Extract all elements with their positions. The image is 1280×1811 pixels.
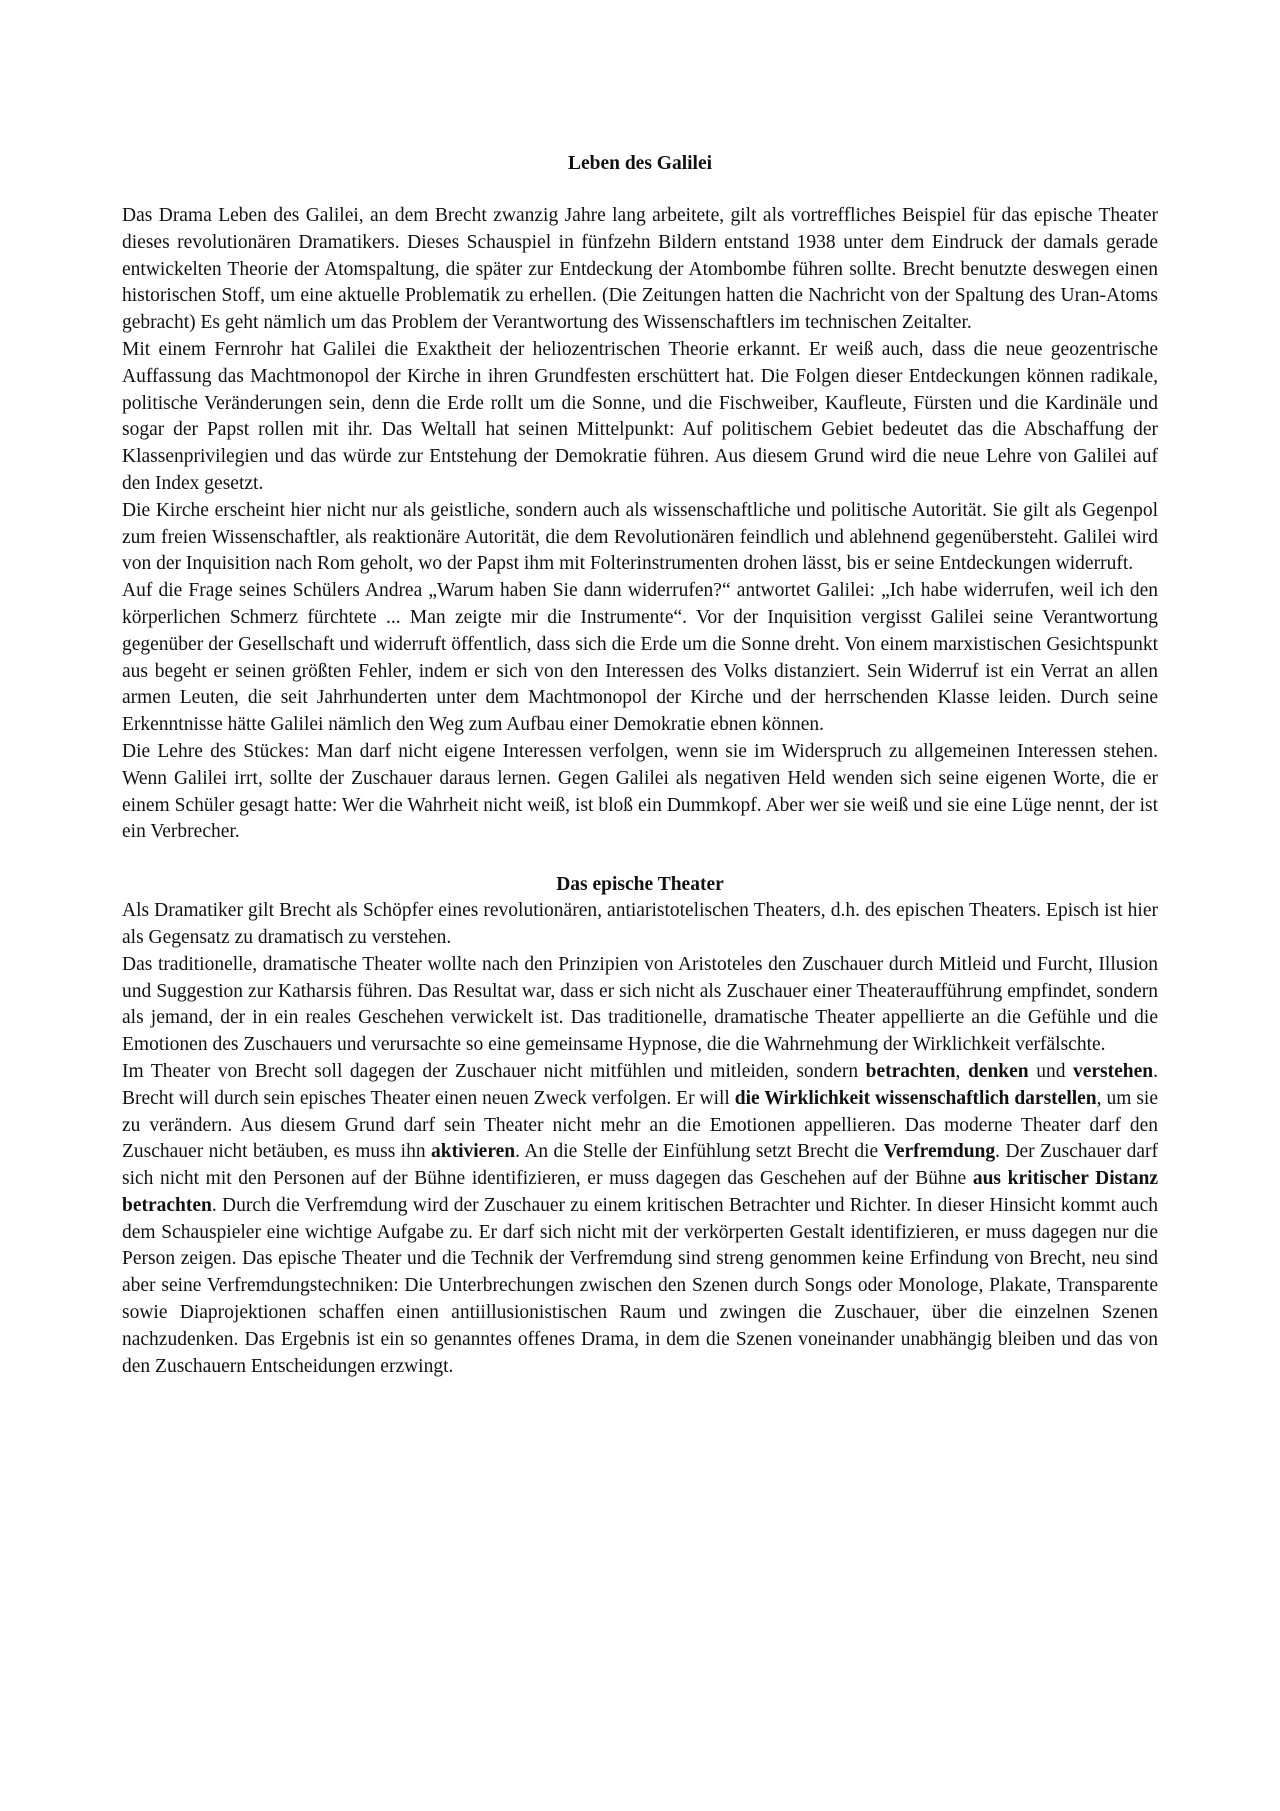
section-episches-theater	[122, 898, 1158, 1380]
paragraph	[122, 1059, 1158, 1381]
text-run: . An die Stelle der Einfühlung setzt Brecht die	[515, 1141, 884, 1163]
paragraph	[122, 578, 1158, 739]
text-run: und	[1028, 1060, 1073, 1082]
bold-term: verstehen	[1072, 1060, 1154, 1082]
text-run: Das traditionelle, dramatische Theater wollte nach den Prinzipien von Aristoteles den Zuschauer durch Mitleid und Furcht, Illusion und Suggestion zur Katharsis führen. Das Resultat war, dass er sich nicht als Zuschauer einer Theateraufführung empfindet, sondern als jemand, der in ein reales Geschehen verwickelt ist. Das traditionelle, dramatische Theater appellierte an die Gefühle und die Emotionen des Zuschauers und verursachte so eine gemeinsame Hypnose, die die Wahrnehmung der Wirklichkeit verfälschte.	[122, 953, 1158, 1056]
bold-term: betrachten	[865, 1060, 956, 1082]
paragraph	[122, 498, 1158, 578]
bold-term: aktivieren	[430, 1141, 516, 1163]
text-run: ,	[955, 1060, 968, 1082]
document-title: Leben des Galilei	[567, 153, 713, 174]
paragraph	[122, 739, 1158, 846]
bold-term: aus kritischer Distanz betrachten	[122, 1168, 1158, 1216]
bold-term: denken	[967, 1060, 1029, 1082]
text-run: , um sie zu verändern. Aus diesem Grund darf sein Theater nicht mehr an die Emotionen appellieren. Das moderne Theater darf den Zuschauer nicht betäuben, es muss ihn	[122, 1087, 1158, 1163]
text-run: Mit einem Fernrohr hat Galilei die Exaktheit der heliozentrischen Theorie erkannt. Er weiß auch, dass die neue geozentrische Auffassung das Machtmonopol der Kirche in ihren Grundfesten erschüttert hat. Die Folgen dieser Entdeckungen können radikale, politische Veränderungen sein, denn die Erde rollt um die Sonne, und die Fischweiber, Kaufleute, Fürsten und die Kardinäle und sogar der Papst rollen mit ihr. Das Weltall hat seinen Mittelpunkt: Auf politischem Gebiet bedeutet das die Abschaffung der Klassenprivilegien und das würde zur Entstehung der Demokratie führen. Aus diesem Grund wird die neue Lehre von Galilei auf den Index gesetzt.	[122, 338, 1158, 494]
paragraph	[122, 337, 1158, 498]
paragraph	[122, 203, 1158, 337]
text-run: . Durch die Verfremdung wird der Zuschauer zu einem kritischen Betrachter und Richter. In dieser Hinsicht kommt auch dem Schauspieler eine wichtige Aufgabe zu. Er darf sich nicht mit der verkörperten Gestalt identifizieren, er muss dagegen nur die Person zeigen. Das epische Theater und die Technik der Verfremdung sind streng genommen keine Erfindung von Brecht, neu sind aber seine Verfremdungstechniken: Die Unterbrechungen zwischen den Szenen durch Songs oder Monologe, Plakate, Transparente sowie Diaprojektionen schaffen einen antiillusionistischen Raum und zwingen die Zuschauer, über die einzelnen Szenen nachzudenken. Das Ergebnis ist ein so genanntes offenes Drama, in dem die Szenen voneinander unabhängig bleiben und das von den Zuschauern Entscheidungen erzwingt.	[122, 1194, 1158, 1377]
text-run: Im Theater von Brecht soll dagegen der Zuschauer nicht mitfühlen und mitleiden, sondern	[122, 1060, 866, 1082]
section-leben-des-galilei	[122, 203, 1158, 846]
text-run: Die Lehre des Stückes: Man darf nicht eigene Interessen verfolgen, wenn sie im Widerspruch zu allgemeinen Interessen stehen. Wenn Galilei irrt, sollte der Zuschauer daraus lernen. Gegen Galilei als negativen Held wenden sich seine eigenen Worte, die er einem Schüler gesagt hatte: Wer die Wahrheit nicht weiß, ist bloß ein Dummkopf. Aber wer sie weiß und sie eine Lüge nennt, der ist ein Verbrecher.	[122, 740, 1158, 843]
text-run: Als Dramatiker gilt Brecht als Schöpfer eines revolutionären, antiaristotelischen Theaters, d.h. des epischen Theaters. Episch ist hier als Gegensatz zu dramatisch zu verstehen.	[122, 900, 1158, 948]
bold-term: die Wirklichkeit wissenschaftlich darstellen	[734, 1087, 1097, 1109]
paragraph	[122, 898, 1158, 952]
document-page	[122, 150, 1158, 1380]
text-run: . Brecht will durch sein episches Theater einen neuen Zweck verfolgen. Er will	[122, 1060, 1159, 1109]
text-run: . Der Zuschauer darf sich nicht mit den Personen auf der Bühne identifizieren, er muss dagegen das Geschehen auf der Bühne	[122, 1141, 1158, 1190]
paragraph	[122, 952, 1158, 1059]
text-run: Die Kirche erscheint hier nicht nur als geistliche, sondern auch als wissenschaftliche und politische Autorität. Sie gilt als Gegenpol zum freien Wissenschaftler, als reaktionäre Autorität, die dem Revolutionären feindlich und ablehnend gegenübersteht. Galilei wird von der Inquisition nach Rom geholt, wo der Papst ihm mit Folterinstrumenten drohen lässt, bis er seine Entdeckungen widerruft.	[122, 499, 1158, 575]
bold-term: Verfremdung	[883, 1141, 996, 1163]
text-run: Das Drama Leben des Galilei, an dem Brecht zwanzig Jahre lang arbeitete, gilt als vortreffliches Beispiel für das epische Theater dieses revolutionären Dramatikers. Dieses Schauspiel in fünfzehn Bildern entstand 1938 unter dem Eindruck der damals gerade entwickelten Theorie der Atomspaltung, die später zur Entdeckung der Atombombe führen sollte. Brecht benutzte deswegen einen historischen Stoff, um eine aktuelle Problematik zu erhellen. (Die Zeitungen hatten die Nachricht von der Spaltung des Uran-Atoms gebracht) Es geht nämlich um das Problem der Verantwortung des Wissenschaftlers im technischen Zeitalter.	[122, 205, 1158, 334]
text-run: Auf die Frage seines Schülers Andrea „Warum haben Sie dann widerrufen?“ antwortet Galilei: „Ich habe widerrufen, weil ich den körperlichen Schmerz fürchtete ... Man zeigte mir die Instrumente“. Vor der Inquisition vergisst Galilei seine Verantwortung gegenüber der Gesellschaft und widerruft öffentlich, dass sich die Erde um die Sonne dreht. Von einem marxistischen Gesichtspunkt aus begeht er seinen größten Fehler, indem er sich von den Interessen des Volks distanziert. Sein Widerruf ist ein Verrat an allen armen Leuten, die seit Jahrhunderten unter dem Machtmonopol der Kirche und der herrschenden Klasse leiden. Durch seine Erkenntnisse hätte Galilei nämlich den Weg zum Aufbau einer Demokratie ebnen können.	[122, 580, 1158, 736]
section-heading-episches-theater: Das epische Theater	[556, 874, 724, 896]
